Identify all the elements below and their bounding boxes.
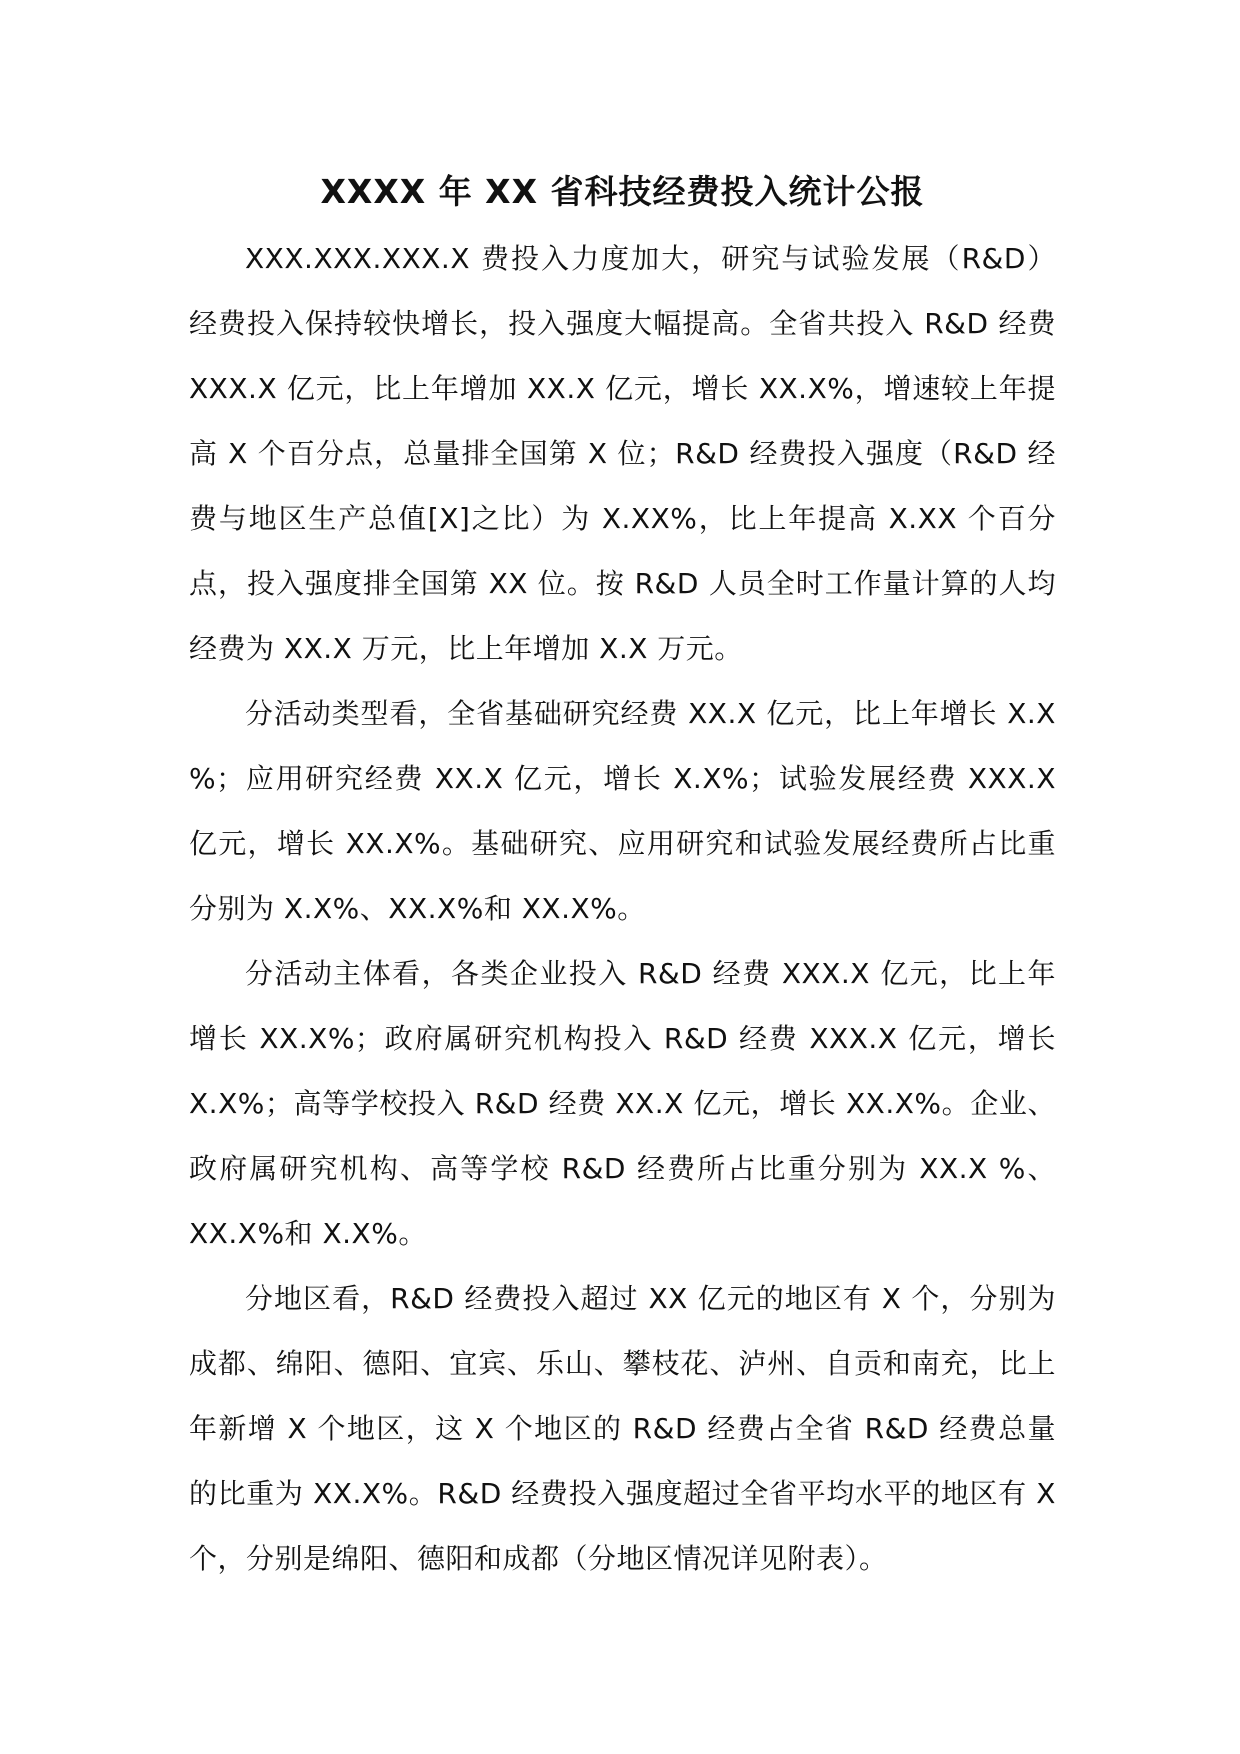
document-title: XXXX 年 XX 省科技经费投入统计公报 bbox=[320, 172, 925, 211]
paragraph-overview: XXX.XXX.XXX.X 费投入力度加大，研究与试验发展（R&D）经费投入保持较快增长，投入强度大幅提高。全省共投入 R&D 经费 XXX.X 亿元，比上年增加 XX.X 亿元，增长 XX.X%，增速较上年提高 X 个百分点，总量排全国第 X 位；R&D 经费投入强度（R&D 经费与地区生产总值[X]之比）为 X.XX%，比上年提高 X.XX 个百分点，投入强度排全国第 XX 位。按 R&D 人员全时工作量计算的人均经费为 XX.X 万元，比上年增加 X.X 万元。 bbox=[189, 242, 1056, 665]
paragraph-region: 分地区看，R&D 经费投入超过 XX 亿元的地区有 X 个，分别为成都、绵阳、德阳、宜宾、乐山、攀枝花、泸州、自贡和南充，比上年新增 X 个地区，这 X 个地区的 R&D 经费占全省 R&D 经费总量的比重为 XX.X%。R&D 经费投入强度超过全省平均水平的地区有 X 个，分别是绵阳、德阳和成都（分地区情况详见附表）。 bbox=[189, 1282, 1056, 1575]
document-page bbox=[189, 170, 1056, 1591]
paragraph-activity-type: 分活动类型看，全省基础研究经费 XX.X 亿元，比上年增长 X.X %；应用研究经费 XX.X 亿元，增长 X.X%；试验发展经费 XXX.X 亿元，增长 XX.X%。基础研究、应用研究和试验发展经费所占比重分别为 X.X%、XX.X%和 XX.X%。 bbox=[189, 697, 1056, 925]
paragraph-activity-subject: 分活动主体看，各类企业投入 R&D 经费 XXX.X 亿元，比上年增长 XX.X%；政府属研究机构投入 R&D 经费 XXX.X 亿元，增长 X.X%；高等学校投入 R&D 经费 XX.X 亿元，增长 XX.X%。企业、政府属研究机构、高等学校 R&D 经费所占比重分别为 XX.X %、XX.X%和 X.X%。 bbox=[189, 957, 1056, 1250]
